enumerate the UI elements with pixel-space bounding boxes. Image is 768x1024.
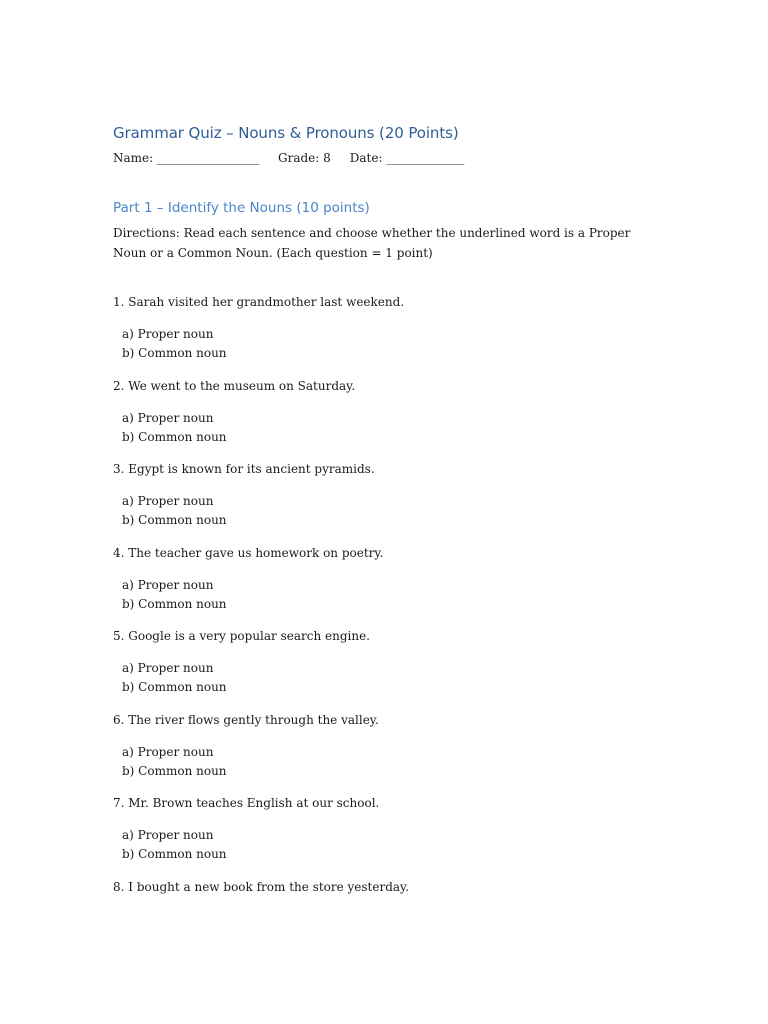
option-common-noun: b) Common noun: [122, 596, 227, 611]
option-proper-noun: a) Proper noun: [122, 661, 214, 675]
date-field: Date: _____________: [349, 151, 465, 165]
option-proper-noun: a) Proper noun: [122, 327, 214, 341]
option-common-noun: b) Common noun: [122, 346, 227, 360]
directions-text: Directions: Read each sentence and choose whether the underlined word is a Proper Noun or a Common Noun. (Each question = 1 point): [113, 226, 631, 260]
question-item: [113, 711, 673, 795]
option-common-noun: b) Common noun: [122, 847, 227, 861]
question-text: 1. Sarah visited her grandmother last weekend.: [113, 295, 405, 309]
option-proper-noun: a) Proper noun: [122, 828, 214, 842]
part-1-heading: Part 1 – Identify the Nouns (10 points): [113, 200, 370, 216]
question-item: [113, 460, 673, 544]
question-list: [113, 293, 673, 961]
question-text: 3. Egypt is known for its ancient pyramids.: [113, 462, 375, 476]
option-proper-noun: a) Proper noun: [122, 494, 214, 508]
grade-field: Grade: 8: [278, 151, 331, 165]
name-field: Name: _________________: [113, 151, 259, 165]
question-item: [113, 377, 673, 461]
option-proper-noun: a) Proper noun: [122, 577, 214, 592]
question-text: 4. The teacher gave us homework on poetry.: [113, 545, 384, 560]
question-item: [113, 878, 673, 962]
question-text: 6. The river flows gently through the valley.: [113, 712, 379, 727]
option-common-noun: b) Common noun: [122, 763, 227, 778]
question-item: [113, 293, 673, 377]
question-item: [113, 627, 673, 711]
option-common-noun: b) Common noun: [122, 429, 227, 444]
option-common-noun: b) Common noun: [122, 513, 227, 527]
question-text: 5. Google is a very popular search engine.: [113, 629, 370, 643]
question-text: 7. Mr. Brown teaches English at our school.: [113, 796, 380, 810]
question-item: [113, 544, 673, 628]
option-proper-noun: a) Proper noun: [122, 410, 214, 425]
question-text: 2. We went to the museum on Saturday.: [113, 378, 356, 393]
option-common-noun: b) Common noun: [122, 680, 227, 694]
option-proper-noun: a) Proper noun: [122, 744, 214, 759]
question-text: 8. I bought a new book from the store yesterday.: [113, 879, 410, 894]
student-info-line: [113, 150, 464, 166]
quiz-title: Grammar Quiz – Nouns & Pronouns (20 Points): [113, 124, 459, 142]
question-item: [113, 794, 673, 878]
document-page: [113, 0, 673, 1024]
